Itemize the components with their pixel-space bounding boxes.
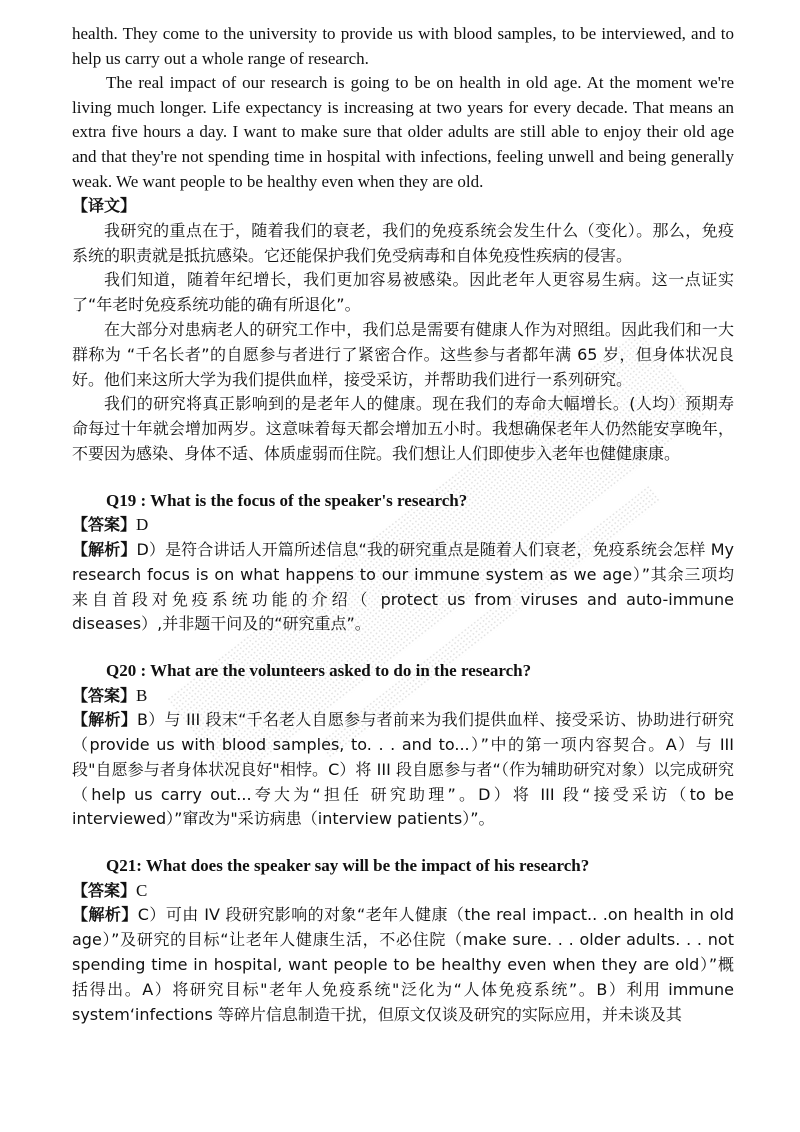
analysis-line — [72, 903, 734, 1027]
answer-line — [72, 684, 734, 709]
passage-paragraph-4: The real impact of our research is going to be on health in old age. At the moment we're living much longer. Life expectancy is increasing at two years for every decade. That means an extra five hours a day. I want to make sure that older adults are still able to enjoy their old age and that they're not spending time in hospital with infections, feeling unwell and being generally weak. We want people to be healthy even when they are old. — [72, 73, 734, 191]
answer-value: C — [136, 880, 148, 900]
answer-line — [72, 513, 734, 538]
question-title: Q19 : What is the focus of the speaker's research? — [106, 490, 468, 510]
answer-line — [72, 879, 734, 904]
analysis-text: B）与 III 段末“千名老人自愿参与者前来为我们提供血样、接受采访、协助进行研究（provide us with blood samples, to. . . and to...）”中的第一项内容契合。A）与 III 段"自愿参与者身体状况良好"相悖。C）将 III 段自愿参与者“（作为辅助研究对象）以完成研究（help us carry out...夸大为“担任 研究助理”。D）将 III 段“接受采访（to be interviewed）”窜改为"采访病患（interview patients）”。 — [72, 710, 734, 829]
analysis-label: 【解析】 — [72, 710, 138, 730]
document-page — [72, 22, 734, 1027]
question-block-q20 — [72, 659, 734, 832]
question-block-q19 — [72, 489, 734, 637]
question-title: Q21: What does the speaker say will be the impact of his research? — [106, 856, 590, 876]
answer-label: 【答案】 — [72, 515, 137, 535]
passage-paragraph-3-tail: health. They come to the university to provide us with blood samples, to be interviewed, and to help us carry out a whole range of research. — [72, 24, 734, 68]
translation-heading: 【译文】 — [72, 196, 137, 216]
analysis-label: 【解析】 — [72, 905, 138, 925]
analysis-line — [72, 538, 734, 637]
answer-label: 【答案】 — [72, 685, 137, 705]
answer-label: 【答案】 — [72, 880, 137, 900]
translation-paragraph-2: 我们知道，随着年纪增长，我们更加容易被感染。因此老年人更容易生病。这一点证实了“年老时免疫系统功能的确有所退化”。 — [72, 270, 734, 315]
answer-value: B — [136, 685, 148, 705]
answer-value: D — [136, 515, 149, 535]
analysis-text: C）可由 IV 段研究影响的对象“老年人健康（the real impact.. .on health in old age）”及研究的目标“让老年人健康生活，不必住院（make sure. . . older adults. . . not spending time in hospital, want people to be healthy even when they are old）”概括得出。A）将研究目标"老年人免疫系统"泛化为“人体免疫系统”。B）利用 immune system‘infections 等碎片信息制造干扰，但原文仅谈及研究的实际应用，并未谈及其 — [72, 905, 734, 1024]
question-block-q21 — [72, 854, 734, 1027]
translation-paragraph-4: 我们的研究将真正影响到的是老年人的健康。现在我们的寿命大幅增长。(人均）预期寿命每过十年就会增加两岁。这意味着每天都会增加五小时。我想确保老年人仍然能安享晚年，不要因为感染、身体不适、体质虚弱而住院。我们想让人们即使步入老年也健健康康。 — [72, 394, 734, 463]
analysis-text: D）是符合讲话人开篇所述信息“我的研究重点是随着人们衰老，免疫系统会怎样 My research focus is on what happens to our immune system as we age）”其余三项均来自首段对免疫系统功能的介绍（ protect us from viruses and auto-immune diseases）,并非题干问及的“研究重点”。 — [72, 539, 734, 634]
analysis-line — [72, 708, 734, 832]
translation-paragraph-3: 在大部分对患病老人的研究工作中，我们总是需要有健康人作为对照组。因此我们和一大群称为 “千名长者”的自愿参与者进行了紧密合作。这些参与者都年满 65 岁，但身体状况良好。他们来这所大学为我们提供血样，接受采访，并帮助我们进行一系列研究。 — [72, 319, 734, 389]
translation-paragraph-1: 我研究的重点在于，随着我们的衰老，我们的免疫系统会发生什么（变化）。那么，免疫系统的职责就是抵抗感染。它还能保护我们免受病毒和自体免疫性疾病的侵害。 — [72, 220, 734, 265]
analysis-label: 【解析】 — [72, 539, 137, 559]
question-title: Q20 : What are the volunteers asked to do in the research? — [106, 661, 532, 681]
